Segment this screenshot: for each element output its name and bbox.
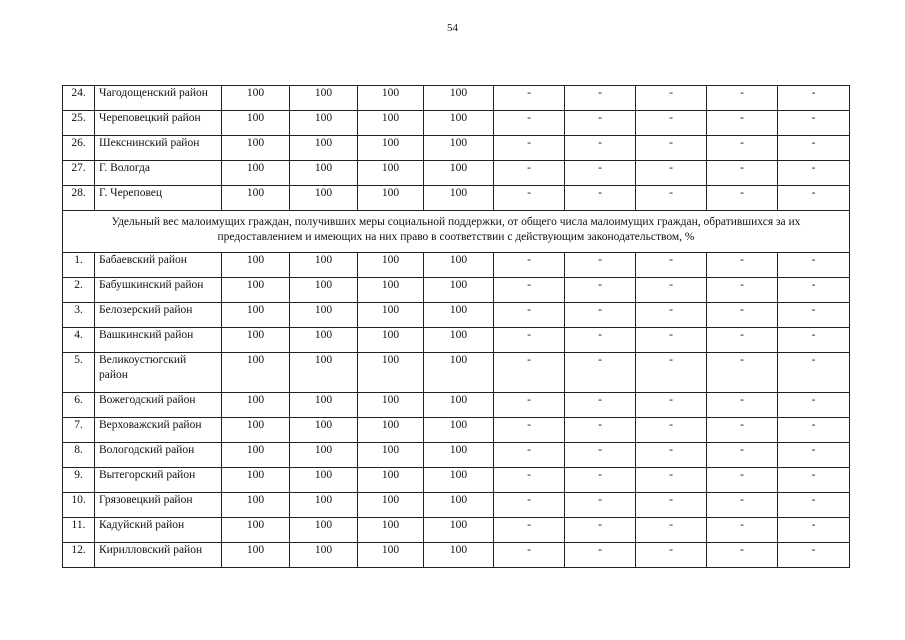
dash-cell: -: [565, 518, 636, 543]
district-name: Бабаевский район: [95, 253, 222, 278]
table-row: [63, 393, 850, 418]
value-cell: 100: [358, 111, 424, 136]
dash-cell: -: [494, 393, 565, 418]
dash-cell: -: [707, 278, 778, 303]
dash-cell: -: [494, 136, 565, 161]
value-cell: 100: [358, 543, 424, 568]
value-cell: 100: [222, 253, 290, 278]
value-cell: 100: [424, 278, 494, 303]
table-row: [63, 161, 850, 186]
value-cell: 100: [290, 353, 358, 393]
dash-cell: -: [707, 393, 778, 418]
dash-cell: -: [636, 393, 707, 418]
value-cell: 100: [358, 353, 424, 393]
value-cell: 100: [358, 186, 424, 211]
table-row: [63, 253, 850, 278]
dash-cell: -: [636, 518, 707, 543]
dash-cell: -: [778, 493, 850, 518]
dash-cell: -: [707, 353, 778, 393]
value-cell: 100: [290, 303, 358, 328]
value-cell: 100: [358, 136, 424, 161]
dash-cell: -: [636, 493, 707, 518]
value-cell: 100: [424, 443, 494, 468]
dash-cell: -: [565, 111, 636, 136]
table-row: [63, 353, 850, 393]
dash-cell: -: [636, 443, 707, 468]
dash-cell: -: [565, 543, 636, 568]
dash-cell: -: [636, 111, 707, 136]
value-cell: 100: [290, 186, 358, 211]
row-number: 28.: [63, 186, 95, 211]
value-cell: 100: [290, 111, 358, 136]
dash-cell: -: [494, 418, 565, 443]
data-table: [62, 85, 850, 568]
dash-cell: -: [494, 493, 565, 518]
dash-cell: -: [494, 303, 565, 328]
district-name: Череповецкий район: [95, 111, 222, 136]
dash-cell: -: [778, 253, 850, 278]
dash-cell: -: [778, 418, 850, 443]
district-name: Белозерский район: [95, 303, 222, 328]
dash-cell: -: [778, 136, 850, 161]
value-cell: 100: [290, 543, 358, 568]
value-cell: 100: [358, 278, 424, 303]
value-cell: 100: [424, 328, 494, 353]
value-cell: 100: [358, 86, 424, 111]
value-cell: 100: [424, 303, 494, 328]
value-cell: 100: [424, 111, 494, 136]
row-number: 5.: [63, 353, 95, 393]
dash-cell: -: [778, 468, 850, 493]
dash-cell: -: [494, 186, 565, 211]
value-cell: 100: [290, 278, 358, 303]
row-number: 2.: [63, 278, 95, 303]
value-cell: 100: [358, 418, 424, 443]
district-name: Бабушкинский район: [95, 278, 222, 303]
dash-cell: -: [494, 443, 565, 468]
dash-cell: -: [636, 161, 707, 186]
row-number: 1.: [63, 253, 95, 278]
district-name: Грязовецкий район: [95, 493, 222, 518]
section-header-group: [63, 211, 850, 253]
value-cell: 100: [222, 136, 290, 161]
value-cell: 100: [424, 136, 494, 161]
dash-cell: -: [707, 186, 778, 211]
value-cell: 100: [222, 543, 290, 568]
value-cell: 100: [290, 161, 358, 186]
dash-cell: -: [778, 328, 850, 353]
row-number: 9.: [63, 468, 95, 493]
dash-cell: -: [707, 303, 778, 328]
value-cell: 100: [424, 468, 494, 493]
dash-cell: -: [707, 543, 778, 568]
table-row: [63, 136, 850, 161]
dash-cell: -: [565, 393, 636, 418]
dash-cell: -: [707, 328, 778, 353]
value-cell: 100: [222, 518, 290, 543]
district-name: Вашкинский район: [95, 328, 222, 353]
dash-cell: -: [636, 418, 707, 443]
table-row: [63, 518, 850, 543]
value-cell: 100: [222, 418, 290, 443]
row-number: 10.: [63, 493, 95, 518]
district-name: Верховажский район: [95, 418, 222, 443]
row-number: 8.: [63, 443, 95, 468]
value-cell: 100: [290, 136, 358, 161]
value-cell: 100: [358, 443, 424, 468]
dash-cell: -: [636, 353, 707, 393]
table-body-before: [63, 86, 850, 211]
value-cell: 100: [424, 186, 494, 211]
district-name: Чагодощенский район: [95, 86, 222, 111]
value-cell: 100: [290, 86, 358, 111]
value-cell: 100: [222, 353, 290, 393]
table-row: [63, 443, 850, 468]
value-cell: 100: [290, 393, 358, 418]
value-cell: 100: [222, 328, 290, 353]
district-name: Вологодский район: [95, 443, 222, 468]
value-cell: 100: [290, 493, 358, 518]
value-cell: 100: [358, 303, 424, 328]
dash-cell: -: [636, 328, 707, 353]
dash-cell: -: [565, 353, 636, 393]
dash-cell: -: [778, 278, 850, 303]
dash-cell: -: [707, 418, 778, 443]
dash-cell: -: [636, 136, 707, 161]
dash-cell: -: [778, 393, 850, 418]
section-header-row: [63, 211, 850, 253]
row-number: 24.: [63, 86, 95, 111]
dash-cell: -: [565, 443, 636, 468]
dash-cell: -: [707, 468, 778, 493]
dash-cell: -: [778, 543, 850, 568]
dash-cell: -: [494, 468, 565, 493]
dash-cell: -: [565, 136, 636, 161]
dash-cell: -: [494, 353, 565, 393]
dash-cell: -: [778, 86, 850, 111]
dash-cell: -: [494, 253, 565, 278]
district-name: Кадуйский район: [95, 518, 222, 543]
row-number: 6.: [63, 393, 95, 418]
district-name: Шекснинский район: [95, 136, 222, 161]
dash-cell: -: [636, 468, 707, 493]
dash-cell: -: [778, 111, 850, 136]
table-row: [63, 303, 850, 328]
dash-cell: -: [707, 136, 778, 161]
dash-cell: -: [778, 303, 850, 328]
dash-cell: -: [707, 443, 778, 468]
dash-cell: -: [707, 253, 778, 278]
dash-cell: -: [636, 253, 707, 278]
value-cell: 100: [290, 328, 358, 353]
value-cell: 100: [222, 186, 290, 211]
table-row: [63, 86, 850, 111]
value-cell: 100: [290, 418, 358, 443]
value-cell: 100: [424, 86, 494, 111]
dash-cell: -: [778, 161, 850, 186]
dash-cell: -: [565, 278, 636, 303]
dash-cell: -: [707, 111, 778, 136]
value-cell: 100: [222, 468, 290, 493]
dash-cell: -: [565, 161, 636, 186]
value-cell: 100: [222, 303, 290, 328]
dash-cell: -: [778, 353, 850, 393]
value-cell: 100: [424, 518, 494, 543]
value-cell: 100: [358, 253, 424, 278]
dash-cell: -: [494, 543, 565, 568]
dash-cell: -: [565, 253, 636, 278]
row-number: 26.: [63, 136, 95, 161]
dash-cell: -: [707, 86, 778, 111]
value-cell: 100: [222, 86, 290, 111]
row-number: 11.: [63, 518, 95, 543]
value-cell: 100: [290, 518, 358, 543]
dash-cell: -: [494, 161, 565, 186]
dash-cell: -: [707, 161, 778, 186]
value-cell: 100: [424, 161, 494, 186]
value-cell: 100: [424, 353, 494, 393]
dash-cell: -: [707, 493, 778, 518]
district-name: Великоустюгский район: [95, 353, 222, 393]
value-cell: 100: [358, 161, 424, 186]
dash-cell: -: [778, 518, 850, 543]
value-cell: 100: [424, 253, 494, 278]
row-number: 7.: [63, 418, 95, 443]
value-cell: 100: [358, 328, 424, 353]
row-number: 25.: [63, 111, 95, 136]
district-name: Вожегодский район: [95, 393, 222, 418]
row-number: 27.: [63, 161, 95, 186]
value-cell: 100: [222, 161, 290, 186]
district-name: Г. Вологда: [95, 161, 222, 186]
dash-cell: -: [494, 111, 565, 136]
value-cell: 100: [222, 278, 290, 303]
dash-cell: -: [494, 328, 565, 353]
value-cell: 100: [290, 468, 358, 493]
dash-cell: -: [636, 86, 707, 111]
dash-cell: -: [636, 543, 707, 568]
value-cell: 100: [358, 493, 424, 518]
dash-cell: -: [707, 518, 778, 543]
district-name: Г. Череповец: [95, 186, 222, 211]
table-row: [63, 278, 850, 303]
table-row: [63, 493, 850, 518]
table-row: [63, 111, 850, 136]
dash-cell: -: [565, 86, 636, 111]
value-cell: 100: [222, 493, 290, 518]
value-cell: 100: [424, 493, 494, 518]
dash-cell: -: [565, 328, 636, 353]
table-row: [63, 468, 850, 493]
value-cell: 100: [222, 393, 290, 418]
page-number: 54: [447, 22, 458, 34]
value-cell: 100: [358, 393, 424, 418]
value-cell: 100: [424, 418, 494, 443]
dash-cell: -: [778, 186, 850, 211]
table-body-after: [63, 253, 850, 568]
dash-cell: -: [565, 186, 636, 211]
dash-cell: -: [636, 278, 707, 303]
section-heading: Удельный вес малоимущих граждан, получивших меры социальной поддержки, от общего числа малоимущих граждан, обратившихся за их предоставлением и имеющих на них право в соответствии с действующим законодательством, %: [63, 211, 850, 253]
dash-cell: -: [494, 86, 565, 111]
table-row: [63, 186, 850, 211]
value-cell: 100: [358, 518, 424, 543]
dash-cell: -: [636, 186, 707, 211]
table-row: [63, 543, 850, 568]
value-cell: 100: [424, 543, 494, 568]
value-cell: 100: [424, 393, 494, 418]
dash-cell: -: [565, 418, 636, 443]
district-name: Вытегорский район: [95, 468, 222, 493]
dash-cell: -: [778, 443, 850, 468]
dash-cell: -: [565, 493, 636, 518]
value-cell: 100: [290, 443, 358, 468]
table-row: [63, 328, 850, 353]
district-name: Кирилловский район: [95, 543, 222, 568]
value-cell: 100: [222, 443, 290, 468]
table-row: [63, 418, 850, 443]
dash-cell: -: [565, 303, 636, 328]
dash-cell: -: [636, 303, 707, 328]
row-number: 4.: [63, 328, 95, 353]
row-number: 3.: [63, 303, 95, 328]
value-cell: 100: [222, 111, 290, 136]
dash-cell: -: [494, 278, 565, 303]
value-cell: 100: [358, 468, 424, 493]
dash-cell: -: [494, 518, 565, 543]
value-cell: 100: [290, 253, 358, 278]
dash-cell: -: [565, 468, 636, 493]
row-number: 12.: [63, 543, 95, 568]
